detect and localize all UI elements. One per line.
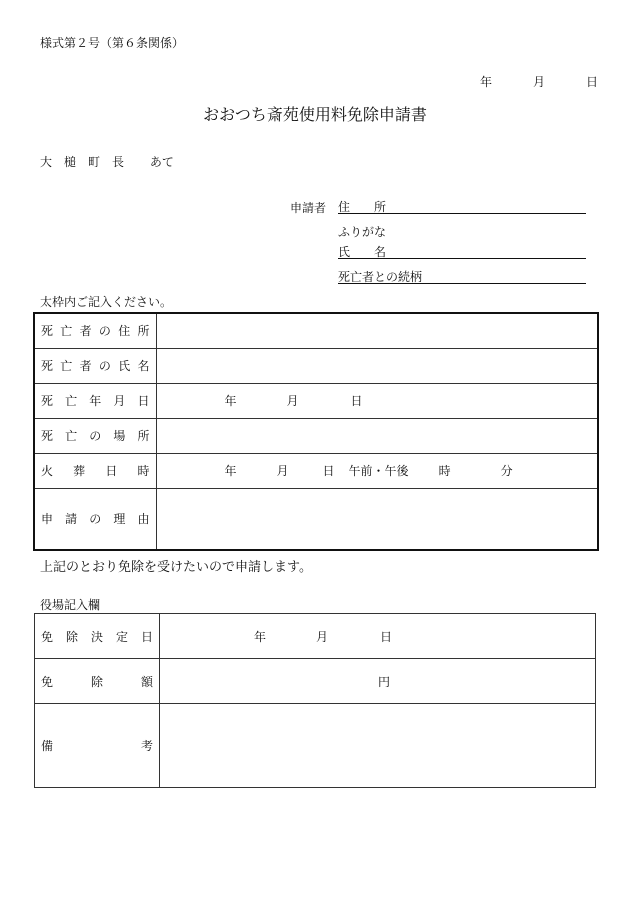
table-row — [35, 659, 596, 704]
death-date-day: 日 — [350, 394, 363, 408]
office-section-label: 役場記入欄 — [40, 598, 101, 612]
exemption-date-day: 日 — [380, 629, 393, 644]
statement-text: 上記のとおり免除を受けたいので申請します。 — [40, 560, 312, 575]
application-date — [480, 73, 598, 90]
death-date-year: 年 — [224, 394, 237, 408]
applicant-label: 申請者 — [290, 201, 327, 215]
table-row — [34, 383, 598, 418]
cremation-year: 年 — [224, 464, 237, 478]
row-label: 免 除 決 定 日 — [41, 629, 153, 644]
table-row — [34, 313, 598, 348]
row-label: 申 請 の 理 由 — [41, 512, 150, 527]
table-row — [34, 348, 598, 383]
application-reason-field[interactable] — [156, 488, 598, 550]
addressee — [40, 153, 174, 170]
deceased-address-field[interactable] — [156, 313, 598, 348]
row-label: 備 考 — [41, 739, 153, 753]
applicant-relation-field[interactable] — [338, 268, 586, 284]
cremation-day: 日 — [322, 464, 335, 478]
exemption-date-month: 月 — [316, 629, 329, 644]
form-title: おおつち斎苑使用料免除申請書 — [203, 105, 427, 124]
row-label: 免 除 額 — [41, 674, 153, 689]
cremation-hour: 時 — [438, 464, 451, 478]
remarks-field[interactable] — [160, 704, 596, 788]
date-year-label: 年 — [480, 75, 493, 89]
form-number: 様式第２号（第６条関係） — [40, 36, 185, 50]
applicant-name-label: 氏 名 — [338, 245, 387, 259]
row-label: 死 亡 者 の 氏 名 — [41, 359, 150, 373]
date-day-label: 日 — [585, 75, 598, 89]
applicant-furigana-field[interactable] — [338, 223, 586, 238]
table-row — [35, 614, 596, 659]
row-label: 死 亡 の 場 所 — [41, 429, 150, 443]
row-label: 死 亡 者 の 住 所 — [41, 324, 150, 339]
table-row — [34, 453, 598, 488]
addressee-to: あて — [149, 155, 174, 169]
applicant-address-label: 住 所 — [338, 200, 387, 214]
cremation-datetime-field[interactable] — [156, 453, 598, 488]
applicant-furigana-label: ふりがな — [338, 225, 387, 239]
death-place-field[interactable] — [156, 418, 598, 453]
instruction-text: 太枠内ご記入ください。 — [40, 295, 173, 309]
table-row — [34, 488, 598, 550]
death-date-field[interactable] — [156, 383, 598, 418]
exemption-date-year: 年 — [254, 629, 267, 644]
applicant-relation-label: 死亡者との続柄 — [338, 270, 423, 284]
cremation-month: 月 — [276, 464, 289, 478]
exemption-amount-field[interactable] — [160, 659, 596, 704]
row-label: 死 亡 年 月 日 — [41, 394, 150, 408]
applicant-name-field[interactable] — [338, 243, 586, 259]
cremation-ampm: 午前・午後 — [348, 464, 409, 478]
office-table — [34, 613, 596, 788]
addressee-name: 大槌町長 — [40, 155, 137, 169]
death-date-month: 月 — [286, 394, 299, 408]
row-label: 火 葬 日 時 — [41, 464, 150, 478]
table-row — [34, 418, 598, 453]
exemption-date-field[interactable] — [160, 614, 596, 659]
main-table — [33, 312, 599, 551]
amount-unit: 円 — [378, 674, 391, 689]
cremation-minute: 分 — [500, 464, 513, 478]
deceased-name-field[interactable] — [156, 348, 598, 383]
table-row — [35, 704, 596, 788]
date-month-label: 月 — [532, 75, 545, 89]
applicant-address-field[interactable] — [338, 198, 586, 214]
